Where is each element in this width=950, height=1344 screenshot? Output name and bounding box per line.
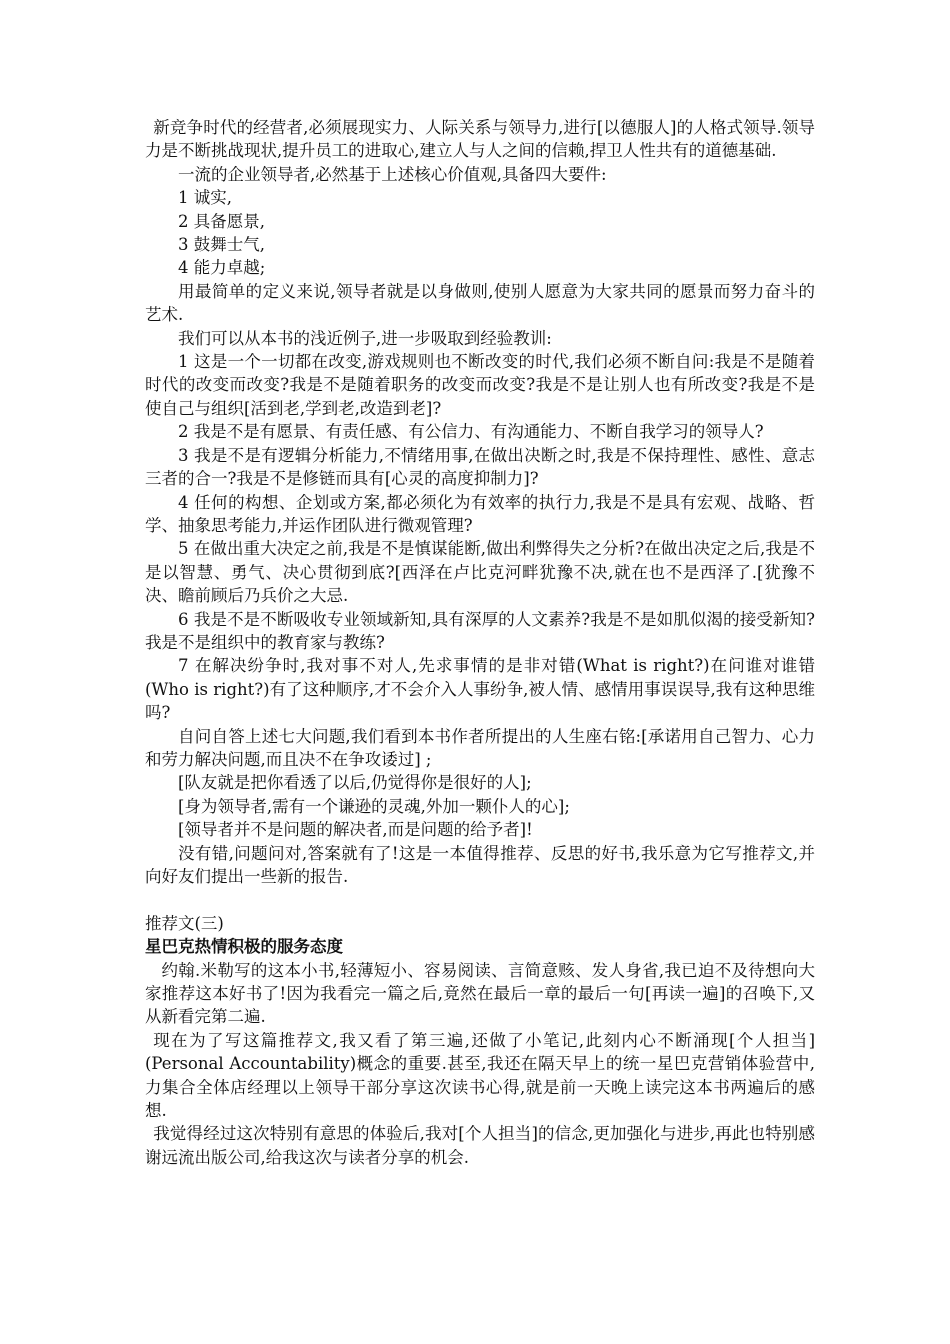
body-paragraph: 约翰.米勒写的这本小书,轻薄短小、容易阅读、言简意赅、发人身省,我已迫不及待想向大家推荐这本好书了!因为我看完一篇之后,竟然在最后一章的最后一句[再读一遍]的召唤下,又从新看完第二遍. bbox=[145, 960, 815, 1027]
section-label: 推荐文(三) bbox=[145, 913, 224, 933]
question-item: 4 任何的构想、企划或方案,都必须化为有效率的执行力,我是不是具有宏观、战略、哲学、抽象思考能力,并运作团队进行微观管理? bbox=[145, 492, 815, 535]
definition-paragraph: 用最简单的定义来说,领导者就是以身做则,使别人愿意为大家共同的愿景而努力奋斗的艺术. bbox=[145, 281, 815, 325]
question-item: 2 我是不是有愿景、有责任感、有公信力、有沟通能力、不断自我学习的领导人? bbox=[178, 422, 764, 442]
lessons-lead: 我们可以从本书的浅近例子,进一步吸取到经验教训: bbox=[178, 328, 552, 348]
intro-paragraph: 新竞争时代的经营者,必须展现实力、人际关系与领导力,进行[以德服人]的人格式领导.领导力是不断挑战现状,提升员工的进取心,建立人与人之间的信赖,捍卫人性共有的道德基础. bbox=[145, 118, 815, 161]
question-item: 7 在解决纷争时,我对事不对人,先求事情的是非对错(What is right?)在问谁对谁错(Who is right?)有了这种顺序,才不会介入人事纷争,被人情、感情用事误误导,我有这种思维吗? bbox=[145, 656, 815, 723]
motto-lead: 自问自答上述七大问题,我们看到本书作者所提出的人生座右铭:[承诺用自己智力、心力和劳力解决问题,而且决不在争攻诿过] ; bbox=[145, 726, 815, 769]
body-paragraph: 我觉得经过这次特别有意思的体验后,我对[个人担当]的信念,更加强化与进步,再此也特别感谢远流出版公司,给我这次与读者分享的机会. bbox=[145, 1124, 815, 1167]
question-item: 5 在做出重大决定之前,我是不是慎谋能断,做出利弊得失之分析?在做出决定之后,我是不是以智慧、勇气、决心贯彻到底?[西泽在卢比克河畔犹豫不决,就在也不是西泽了.[犹豫不决、瞻前顾后乃兵价之大忌. bbox=[145, 539, 815, 606]
section-spacer bbox=[145, 888, 815, 911]
question-item: 6 我是不是不断吸收专业领域新知,具有深厚的人文素养?我是不是如肌似渴的接受新知?我是不是组织中的教育家与教练? bbox=[145, 609, 815, 652]
section-title: 星巴克热情积极的服务态度 bbox=[145, 937, 343, 957]
requirement-item: 1 诚实, bbox=[178, 188, 232, 208]
motto-item: [领导者并不是问题的解决者,而是问题的给予者]! bbox=[178, 820, 533, 840]
requirements-lead: 一流的企业领导者,必然基于上述核心价值观,具备四大要件: bbox=[178, 164, 607, 184]
requirement-item: 4 能力卓越; bbox=[178, 258, 266, 278]
document-body bbox=[145, 116, 815, 1169]
body-paragraph: 现在为了写这篇推荐文,我又看了第三遍,还做了小笔记,此刻内心不断涌现[个人担当](Personal Accountability)概念的重要.甚至,我还在隔天早上的统一星巴克营销体验营中,力集合全体店经理以上领导干部分享这次读书心得,就是前一天晚上读完这本书两遍后的感想. bbox=[145, 1030, 815, 1121]
motto-item: [队友就是把你看透了以后,仍觉得你是很好的人]; bbox=[178, 773, 532, 793]
requirement-item: 2 具备愿景, bbox=[178, 211, 265, 231]
question-item: 3 我是不是有逻辑分析能力,不情绪用事,在做出决断之时,我是不保持理性、感性、意志三者的合一?我是不是修链而具有[心灵的高度抑制力]? bbox=[145, 445, 815, 489]
requirement-item: 3 鼓舞士气, bbox=[178, 235, 265, 255]
motto-item: [身为领导者,需有一个谦逊的灵魂,外加一颗仆人的心]; bbox=[178, 796, 570, 816]
closing-paragraph: 没有错,问题问对,答案就有了!这是一本值得推荐、反思的好书,我乐意为它写推荐文,并向好友们提出一些新的报告. bbox=[145, 843, 815, 886]
question-item: 1 这是一个一切都在改变,游戏规则也不断改变的时代,我们必须不断自问:我是不是随着时代的改变而改变?我是不是随着职务的改变而改变?我是不是让别人也有所改变?我是不是使自己与组织[活到老,学到老,改造到老]? bbox=[145, 352, 815, 418]
